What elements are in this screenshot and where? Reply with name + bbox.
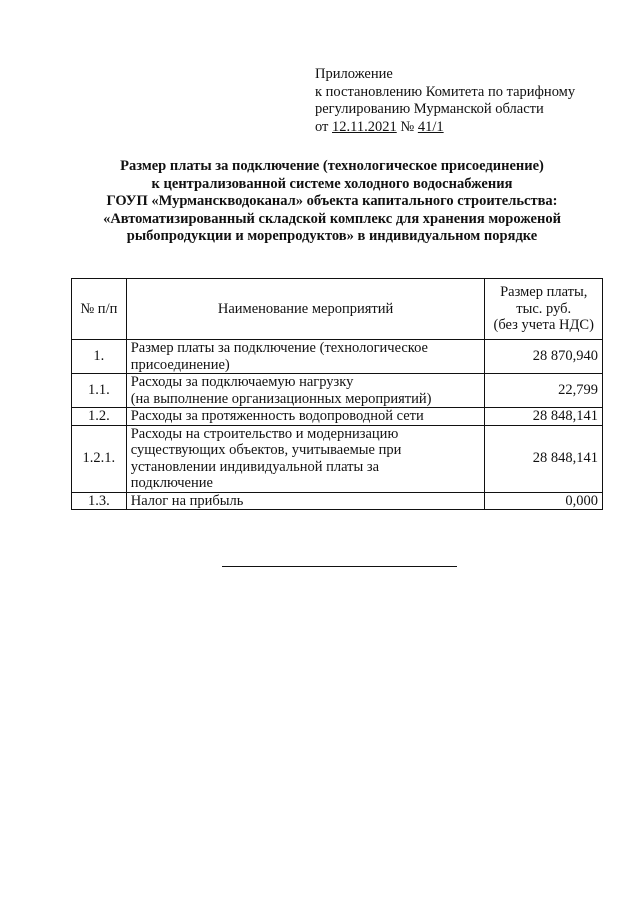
- row-name: [126, 374, 485, 408]
- row-name-line: подключение: [130, 475, 213, 491]
- row-name: [126, 425, 485, 492]
- header-num: № п/п: [72, 279, 127, 340]
- header-value-line-1: Размер платы,: [500, 284, 588, 301]
- row-name-line: Размер платы за подключение (технологическое: [130, 340, 428, 356]
- table-header-row: [72, 279, 603, 340]
- appendix-date: 12.11.2021: [332, 118, 397, 135]
- header-name: Наименование мероприятий: [126, 279, 485, 340]
- row-value: 22,799: [485, 374, 603, 408]
- row-name-line: Расходы за протяженность водопроводной сети: [130, 408, 424, 424]
- table-row: [72, 374, 603, 408]
- title-line-5: рыбопродукции и морепродуктов» в индивидуальном порядке: [126, 228, 538, 244]
- row-name-line: существующих объектов, учитываемые при: [130, 442, 402, 458]
- appendix-block: [315, 66, 615, 136]
- row-name-line: (на выполнение организационных мероприятий): [130, 390, 432, 407]
- appendix-line-2: к постановлению Комитета по тарифному: [315, 83, 576, 100]
- table-row: [72, 340, 603, 374]
- row-name-line: Расходы на строительство и модернизацию: [130, 425, 399, 442]
- appendix-number-prefix: №: [396, 118, 418, 135]
- row-name-line: Расходы за подключаемую нагрузку: [130, 374, 354, 390]
- table-row: [72, 492, 603, 510]
- row-name: [126, 492, 485, 510]
- appendix-number: 41/1: [417, 118, 444, 135]
- row-name-line: присоединение): [130, 356, 230, 373]
- row-num: 1.2.1.: [72, 425, 127, 492]
- signature-divider-line: [222, 566, 457, 567]
- row-num: 1.1.: [72, 374, 127, 408]
- appendix-date-prefix: от: [315, 118, 333, 135]
- row-value: 28 848,141: [485, 408, 603, 426]
- table-row: [72, 425, 603, 492]
- row-name-line: установлении индивидуальной платы за: [130, 458, 380, 475]
- title-line-3: ГОУП «Мурманскводоканал» объекта капитального строительства:: [106, 193, 558, 209]
- appendix-line-3: регулированию Мурманской области: [315, 101, 544, 117]
- row-name-line: Налог на прибыль: [130, 492, 244, 509]
- header-value-line-3: (без учета НДС): [493, 317, 594, 334]
- row-num: 1.: [72, 340, 127, 374]
- row-name: [126, 408, 485, 426]
- header-value: [485, 279, 603, 340]
- appendix-date-line: [315, 119, 615, 137]
- title-line-2: к централизованной системе холодного водоснабжения: [151, 175, 513, 192]
- document-title: [60, 158, 604, 246]
- title-line-4: «Автоматизированный складской комплекс для хранения мороженой: [103, 210, 561, 227]
- header-value-line-2: тыс. руб.: [516, 300, 572, 317]
- row-num: 1.3.: [72, 492, 127, 510]
- row-value: 0,000: [485, 492, 603, 510]
- appendix-line-1: Приложение: [315, 66, 393, 82]
- row-name: [126, 340, 485, 374]
- row-value: 28 848,141: [485, 425, 603, 492]
- row-value: 28 870,940: [485, 340, 603, 374]
- title-line-1: Размер платы за подключение (технологическое присоединение): [120, 158, 544, 174]
- row-num: 1.2.: [72, 408, 127, 426]
- fees-table: [71, 278, 603, 510]
- table-row: [72, 408, 603, 426]
